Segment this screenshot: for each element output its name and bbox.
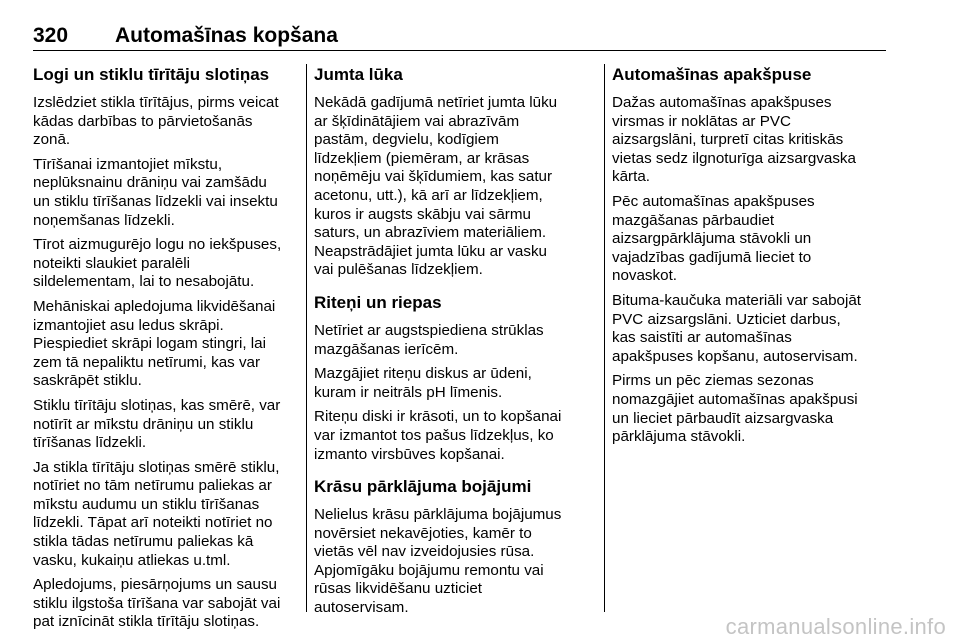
paragraph: Tīrīšanai izmantojiet mīkstu, neplūksnainu drāniņu vai zamšādu un stiklu tīrīšanas līdzekli vai insektu noņemšanas līdzekli. xyxy=(33,155,278,229)
page-header xyxy=(33,22,886,51)
paragraph: Mehāniskai apledojuma likvidēšanai izmantojiet asu ledus skrāpi. Piespiediet skrāpi logam stingri, lai zem tā nepaliktu netīrumi, kas var saskrāpēt stiklu. xyxy=(33,297,276,390)
paragraph: Tīrot aizmugurējo logu no iekšpuses, noteikti slaukiet paralēli sildelementam, lai to nesabojātu. xyxy=(33,236,282,291)
column-divider xyxy=(604,64,605,612)
section-heading: Jumta lūka xyxy=(314,65,403,84)
paragraph: Nekādā gadījumā netīriet jumta lūku ar šķīdinātājiem vai abrazīvām pastām, degvielu, kodīgiem līdzekļiem (piemēram, ar krāsas noņēmēju vai šķīdumiem, kas satur acetonu, utt.), kā arī ar līdzekļiem, kuros ir augsts skābju vai sārmu saturs, un abrazīviem materiāliem. Neapstrādājiet jumta lūku ar vasku vai pulēšanas līdzekļiem. xyxy=(314,94,558,279)
column-divider xyxy=(306,64,307,612)
section-heading: Riteņi un riepas xyxy=(314,292,442,312)
page-title: Automašīnas kopšana xyxy=(115,24,338,47)
column-2 xyxy=(314,64,589,624)
paragraph: Netīriet ar augstspiediena strūklas mazgāšanas ierīcēm. xyxy=(314,321,544,358)
section-heading: Krāsu pārklājuma bojājumi xyxy=(314,477,532,497)
paragraph: Riteņu diski ir krāsoti, un to kopšanai var izmantot tos pašus līdzekļus, ko izmanto virsbūves kopšanai. xyxy=(314,408,562,463)
page-number: 320 xyxy=(33,24,69,47)
paragraph: Nelielus krāsu pārklājuma bojājumus novērsiet nekavējoties, kamēr to vietās vēl nav izveidojusies rūsa. Apjomīgāku bojājumu remontu vai rūsas likvidēšanu uzticiet autoservisam. xyxy=(314,506,562,617)
paragraph: Stiklu tīrītāju slotiņas, kas smērē, var notīrīt ar mīkstu drāniņu un stiklu tīrīšanas līdzekli. xyxy=(33,396,281,452)
paragraph: Ja stikla tīrītāju slotiņas smērē stiklu, notīriet no tām netīrumu paliekas ar mīkstu audumu un stiklu tīrīšanas līdzekli. Tāpat arī noteikti notīriet no stikla tādas netīrumu paliekas kā vasku, kukaiņu atliekas u.tml. xyxy=(33,458,280,569)
section-heading: Logi un stiklu tīrītāju slotiņas xyxy=(33,65,270,84)
paragraph: Bituma-kaučuka materiāli var sabojāt PVC aizsargslāni. Uzticiet darbus, kas saistīti ar automašīnas apakšpuses kopšanu, autoservisam. xyxy=(612,291,862,365)
paragraph: Izslēdziet stikla tīrītājus, pirms veicat kādas darbības to pārvietošanās zonā. xyxy=(33,94,279,149)
paragraph: Mazgājiet riteņu diskus ar ūdeni, kuram ir neitrāls pH līmenis. xyxy=(314,365,532,401)
column-1 xyxy=(33,64,303,638)
paragraph: Pirms un pēc ziemas sezonas nomazgājiet automašīnas apakšpusi un lieciet pārbaudīt aizsargvaska pārklājuma stāvokli. xyxy=(612,372,858,446)
column-3 xyxy=(612,64,897,453)
section-heading: Automašīnas apakšpuse xyxy=(612,65,812,84)
paragraph: Pēc automašīnas apakšpuses mazgāšanas pārbaudiet aizsargpārklājuma stāvokli un vajadzības gadījumā lieciet to novaskot. xyxy=(612,192,815,285)
paragraph: Apledojums, piesārņojums un sausu stiklu ilgstoša tīrīšana var sabojāt vai pat iznīcināt stikla tīrītāju slotiņas. xyxy=(33,576,281,631)
watermark: carmanualsonline.info xyxy=(725,614,946,639)
paragraph: Dažas automašīnas apakšpuses virsmas ir noklātas ar PVC aizsargslāni, turpretī citas kritiskās vietas sedz ilgnoturīga aizsargvaska kārta. xyxy=(612,94,856,186)
